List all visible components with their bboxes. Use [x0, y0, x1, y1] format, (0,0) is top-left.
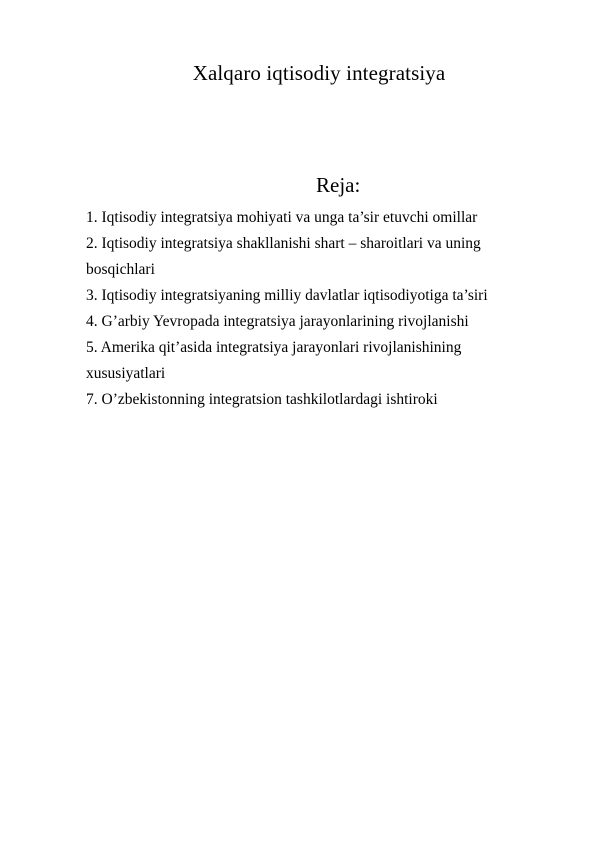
- plan-list: [86, 205, 516, 413]
- plan-heading: Reja:: [316, 173, 361, 197]
- plan-item: 4. G’arbiy Yevropada integratsiya jarayonlarining rivojlanishi: [86, 313, 469, 330]
- plan-item: 2. Iqtisodiy integratsiya shakllanishi shart – sharoitlari va uning bosqichlari: [86, 235, 481, 278]
- plan-item: 3. Iqtisodiy integratsiyaning milliy davlatlar iqtisodiyotiga ta’siri: [86, 287, 488, 304]
- plan-item: 1. Iqtisodiy integratsiya mohiyati va unga ta’sir etuvchi omillar: [86, 209, 478, 226]
- document-title: Xalqaro iqtisodiy integratsiya: [192, 61, 446, 85]
- plan-item: 7. O’zbekistonning integratsion tashkilotlardagi ishtiroki: [86, 391, 438, 408]
- plan-item: 5. Amerika qit’asida integratsiya jarayonlari rivojlanishining xususiyatlari: [86, 339, 462, 382]
